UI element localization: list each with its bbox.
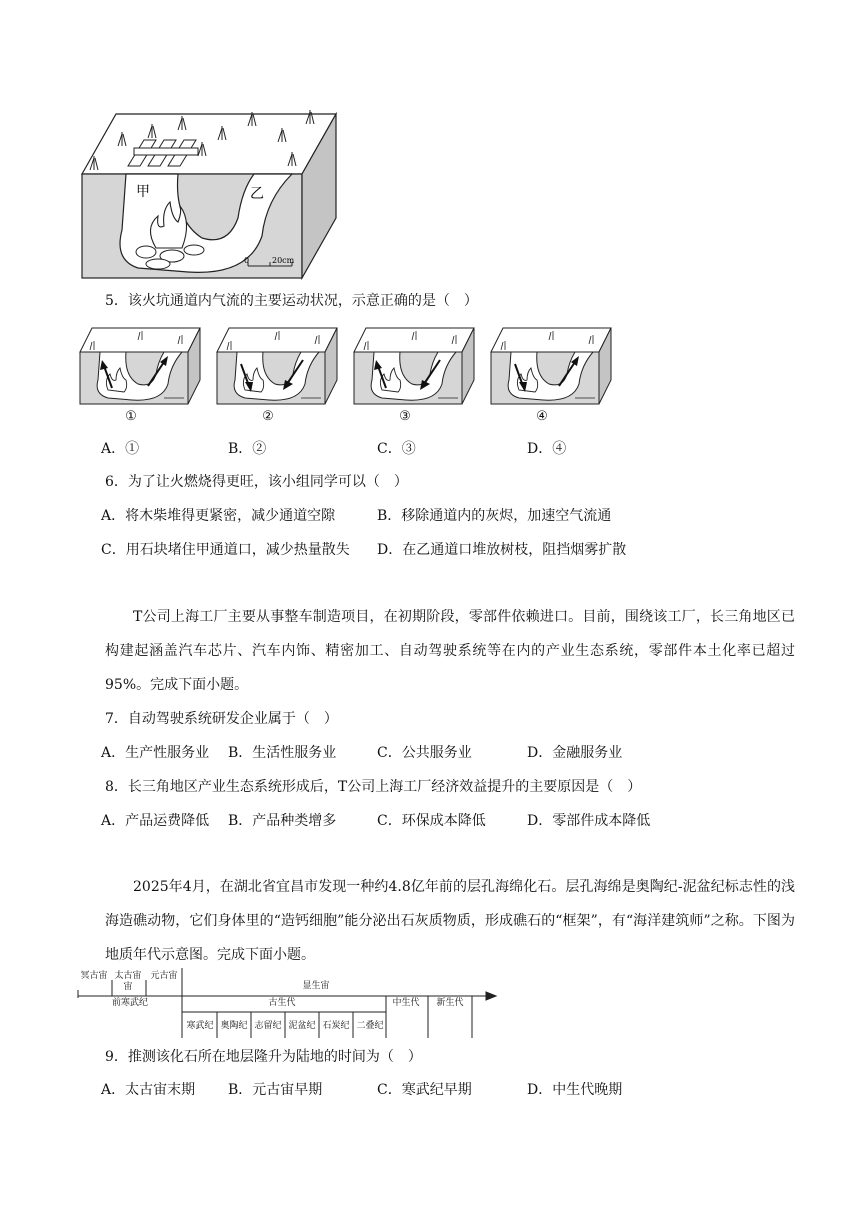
caption-1: ① [125,409,137,424]
q5-option-b[interactable]: B．② [228,441,267,457]
caption-3: ③ [399,409,411,424]
q6-option-d[interactable]: D．在乙通道口堆放树枝，阻挡烟雾扩散 [377,542,627,558]
question-5-stem: 5．该火坑通道内气流的主要运动状况，示意正确的是（ ） [105,293,478,309]
paleozoic-label: 古生代 [268,998,296,1008]
label-jia: 甲 [136,184,150,200]
eon-phanerozoic: 显生宙 [302,981,330,991]
question-8-stem: 8．长三角地区产业生态系统形成后，T公司上海工厂经济效益提升的主要原因是（ ） [105,779,642,795]
precambrian-label: 前寒武纪 [111,998,149,1008]
q7-option-d[interactable]: D．金融服务业 [527,745,623,761]
passage-t-company: T公司上海工厂主要从事整车制造项目，在初期阶段，零部件依赖进口。目前，围绕该工厂，长三角地区已构建起涵盖汽车芯片、汽车内饰、精密加工、自动驾驶系统等在内的产业生态系统，零部件本土化率已超过95%。完成下面小题。 [105,609,795,693]
eon-archean: 太古宙 [114,971,142,981]
caption-4: ④ [536,409,548,424]
option-figure-1 [80,328,200,404]
q5-option-a[interactable]: A．① [101,441,140,457]
q6-option-c[interactable]: C．用石块堵住甲通道口，减少热量散失 [101,542,350,558]
q7-option-c[interactable]: C．公共服务业 [377,745,472,761]
option-figure-3 [354,328,474,404]
period-cambrian: 寒武纪 [186,1021,214,1031]
mesozoic-label: 中生代 [392,998,420,1008]
q7-option-b[interactable]: B．生活性服务业 [228,745,337,761]
q6-option-a[interactable]: A．将木柴堆得更紧密，减少通道空隙 [101,508,336,524]
svg-text:宙: 宙 [123,982,133,992]
q5-option-c[interactable]: C．③ [377,441,416,457]
q8-option-b[interactable]: B．产品种类增多 [228,813,337,829]
fire-pit-diagram [78,100,340,282]
option-figure-4 [491,328,611,404]
q9-option-d[interactable]: D．中生代晚期 [527,1082,623,1098]
period-silurian: 志留纪 [254,1021,282,1031]
option-figure-2 [217,328,337,404]
q7-option-a[interactable]: A．生产性服务业 [101,745,210,761]
q8-option-a[interactable]: A．产品运费降低 [101,813,210,829]
q6-option-b[interactable]: B．移除通道内的灰烬，加速空气流通 [377,508,612,524]
period-ordovician: 奥陶纪 [220,1021,248,1031]
question-9-stem: 9．推测该化石所在地层隆升为陆地的时间为（ ） [105,1049,422,1065]
scale-zero: 0 [244,256,250,265]
period-permian: 二叠纪 [356,1021,384,1031]
caption-2: ② [262,409,274,424]
geologic-timeline [76,968,500,1040]
question-6-stem: 6．为了让火燃烧得更旺，该小组同学可以（ ） [105,474,408,490]
eon-hadean: 冥古宙 [80,971,108,981]
question-7-stem: 7．自动驾驶系统研发企业属于（ ） [105,711,338,727]
label-yi: 乙 [250,186,264,202]
period-carboniferous: 石炭纪 [322,1021,350,1031]
q8-option-d[interactable]: D．零部件成本降低 [527,813,651,829]
cenozoic-label: 新生代 [436,998,464,1008]
q5-option-d[interactable]: D．④ [527,441,567,457]
period-devonian: 泥盆纪 [288,1021,316,1031]
q8-option-c[interactable]: C．环保成本降低 [377,813,486,829]
q9-option-a[interactable]: A．太古宙末期 [101,1082,196,1098]
q9-option-b[interactable]: B．元古宙早期 [228,1082,323,1098]
eon-proterozoic: 元古宙 [150,971,178,981]
q9-option-c[interactable]: C．寒武纪早期 [377,1082,472,1098]
passage-fossil: 2025年4月，在湖北省宜昌市发现一种约4.8亿年前的层孔海绵化石。层孔海绵是奥陶纪-泥盆纪标志性的浅海造礁动物，它们身体里的“造钙细胞”能分泌出石灰质物质，形成礁石的“框架”，有“海洋建筑师”之称。下图为地质年代示意图。完成下面小题。 [105,879,795,963]
scale-length: 20cm [272,256,295,265]
